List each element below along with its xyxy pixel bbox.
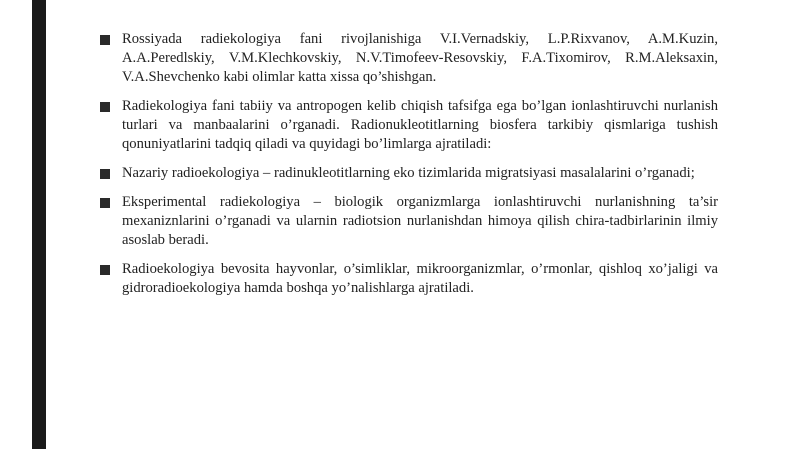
- square-bullet-icon: [100, 265, 110, 275]
- bullet-text: Radiekologiya fani tabiiy va antropogen kelib chiqish tafsifga ega bo’lgan ionlashtiruvchi nurlanish turlari va manbaalarini o’rganadi. Radionukleotitlarning biosfera tarkibiy qismlariga tushish qonuniyatlarini tadqiq qiladi va quyidagi bo’limlarga ajratiladi:: [122, 98, 718, 152]
- bullet-text: Rossiyada radiekologiya fani rivojlanishiga V.I.Vernadskiy, L.P.Rixvanov, A.M.Kuzin, A.A.Peredlskiy, V.M.Klechkovskiy, N.V.Timofeev-Resovskiy, F.A.Tixomirov, R.M.Aleksaxin, V.A.Shevchenko kabi olimlar katta xissa qo’shishgan.: [122, 31, 718, 85]
- left-accent-bar: [32, 0, 46, 449]
- square-bullet-icon: [100, 169, 110, 179]
- bullet-text: Eksperimental radiekologiya – biologik organizmlarga ionlashtiruvchi nurlanishning ta’sir mexaniznlarini o’rganadi va ularnin radiotsion nurlanishdan himoya qilish chira-tadbirlarinin ilmiy asoslab beradi.: [122, 194, 718, 248]
- bullet-item-4: [100, 193, 718, 250]
- square-bullet-icon: [100, 102, 110, 112]
- bullet-text: Nazariy radioekologiya – radinukleotitlarning eko tizimlarida migratsiyasi masalalarini o’rganadi;: [122, 165, 695, 181]
- bullet-text: Radioekologiya bevosita hayvonlar, o’simliklar, mikroorganizmlar, o’rmonlar, qishloq xo’jaligi va gidroradioekologiya hamda boshqa yo’nalishlarga ajratiladi.: [122, 261, 718, 296]
- bullet-item-2: [100, 97, 718, 154]
- bullet-item-1: [100, 30, 718, 87]
- square-bullet-icon: [100, 35, 110, 45]
- bullet-item-5: [100, 260, 718, 298]
- bullet-item-3: [100, 164, 718, 183]
- slide-content: [100, 30, 718, 308]
- bullet-list: [100, 30, 718, 298]
- square-bullet-icon: [100, 198, 110, 208]
